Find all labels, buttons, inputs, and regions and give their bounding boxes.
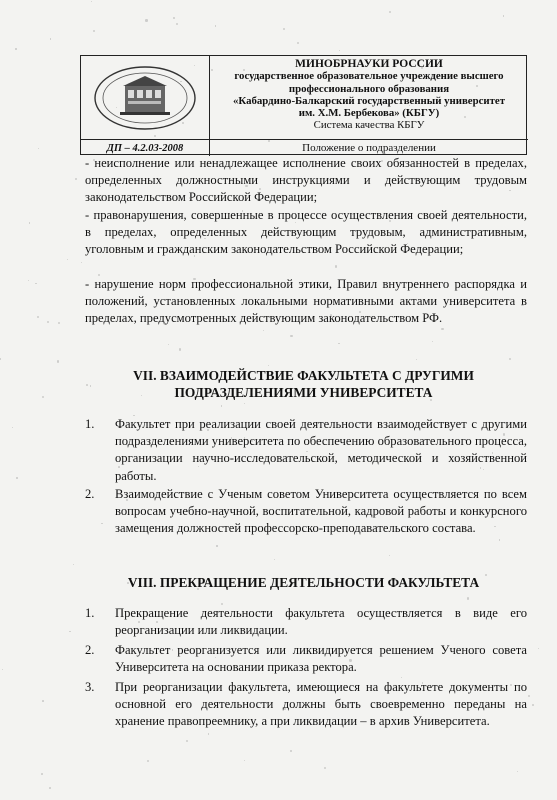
continuation-paragraph: - правонарушения, совершенные в процессе осуществления своей деятельности, в пределах, определенных действующим трудовым, административным, уголовным и гражданским законодательством Российской Федерации; [85, 208, 527, 257]
scan-speck [216, 545, 217, 546]
institution-line: им. Х.М. Бербекова» (КБГУ) [298, 107, 440, 120]
scan-speck [370, 126, 371, 127]
ministry-name: МИНОБРНАУКИ РОССИИ [295, 58, 443, 70]
item-text: При реорганизации факультета, имеющиеся на факультете документы по основной его деятельности должны быть своевременно переданы на хранение правопреемнику, а при ликвидации – в архив Университета. [115, 680, 527, 729]
document-title: Положение о подразделении [302, 142, 436, 154]
scan-speck [244, 760, 245, 761]
scan-speck [91, 1, 92, 2]
scan-speck [521, 304, 523, 306]
continuation-paragraph: - неисполнение или ненадлежащее исполнение своих обязанностей в пределах, определенных должностными инструкциями и действующим трудовым законодательством Российской Федерации; [85, 156, 527, 205]
scan-speck [349, 659, 351, 661]
item-number: 1. [85, 606, 95, 620]
scan-speck [215, 25, 216, 26]
scan-speck [208, 733, 209, 734]
scan-speck [532, 704, 534, 706]
scan-speck [231, 437, 232, 438]
scan-speck [538, 648, 540, 650]
scan-speck [168, 344, 169, 345]
scan-speck [268, 365, 269, 366]
scan-speck [503, 433, 505, 435]
document-code: ДП – 4.2.03-2008 [81, 140, 210, 156]
list-item [85, 605, 527, 641]
scan-speck [221, 405, 222, 406]
scan-speck [290, 750, 292, 752]
scan-speck [145, 19, 147, 21]
scan-speck [330, 314, 332, 316]
scan-speck [268, 140, 270, 142]
scan-speck [485, 574, 487, 576]
scan-speck [198, 466, 199, 467]
scan-speck [176, 23, 178, 25]
scan-speck [47, 321, 49, 323]
scan-speck [251, 440, 253, 442]
scan-speck [69, 631, 71, 633]
scan-speck [207, 429, 209, 431]
scan-speck [389, 11, 391, 13]
scan-speck [41, 773, 43, 775]
scan-speck [50, 38, 52, 40]
scan-speck [93, 30, 95, 32]
list-item [85, 642, 527, 678]
scan-speck [28, 280, 29, 281]
scan-speck [432, 341, 433, 342]
item-number: 1. [85, 417, 95, 431]
scan-speck [38, 148, 39, 149]
scan-speck [243, 69, 245, 71]
item-number: 2. [85, 487, 95, 501]
scan-speck [16, 477, 17, 478]
item-number: 3. [85, 680, 95, 694]
scan-speck [147, 760, 149, 762]
scan-speck [284, 708, 286, 710]
scan-speck [341, 79, 342, 80]
scan-speck [186, 740, 188, 742]
scan-speck [352, 213, 354, 215]
scan-speck [116, 107, 117, 108]
scan-speck [138, 621, 140, 623]
institution-block [210, 56, 528, 140]
scan-speck [90, 385, 91, 386]
scan-speck [86, 384, 88, 386]
item-text: Факультет реорганизуется или ликвидируется решением Ученого совета Университета на основании приказа ректора. [115, 643, 527, 675]
institution-line: профессионального образования [288, 82, 450, 95]
item-text: Прекращение деятельности факультета осуществляется в виде его реорганизации или ликвидации. [115, 606, 527, 638]
scan-speck [441, 328, 443, 330]
item-text: Взаимодействие с Ученым советом Университета осуществляется по всем вопросам учебно-научной, воспитательной, кадровой работы и конкурсного замещения должностей профессорско-преподавательского состава. [115, 487, 527, 536]
list-item [85, 679, 527, 733]
scan-speck [179, 348, 181, 350]
scan-speck [156, 621, 158, 623]
scan-speck [499, 539, 501, 541]
scan-speck [517, 771, 518, 772]
scan-speck [0, 358, 1, 359]
scan-speck [476, 85, 478, 87]
scan-speck [173, 17, 175, 19]
scan-speck [29, 222, 31, 224]
scan-speck [324, 767, 326, 769]
scan-speck [263, 330, 264, 331]
scan-speck [308, 92, 310, 94]
university-logo [81, 56, 210, 140]
scan-speck [464, 116, 466, 118]
scan-speck [290, 335, 292, 337]
scan-speck [49, 787, 51, 789]
scan-speck [389, 555, 390, 556]
scan-speck [215, 657, 216, 658]
list-item [85, 486, 527, 556]
document-header [80, 55, 527, 155]
scan-speck [359, 311, 361, 313]
scan-speck [182, 122, 184, 124]
scan-speck [75, 178, 77, 180]
scan-speck [297, 42, 299, 44]
scan-speck [57, 360, 59, 362]
section-title-line: ПОДРАЗДЕЛЕНИЯМИ УНИВЕРСИТЕТА [174, 385, 433, 400]
section-title-line: VII. ВЗАИМОДЕЙСТВИЕ ФАКУЛЬТЕТА С ДРУГИМИ [133, 368, 474, 383]
scan-speck [503, 15, 505, 17]
scan-speck [335, 265, 337, 267]
scan-speck [163, 628, 164, 629]
scan-speck [467, 597, 469, 599]
item-number: 2. [85, 643, 95, 657]
scan-speck [244, 403, 245, 404]
scan-speck [35, 283, 37, 285]
scan-speck [338, 343, 339, 344]
scan-speck [42, 396, 44, 398]
scan-speck [197, 588, 199, 590]
scan-speck [528, 695, 530, 697]
institution-line: государственное образовательное учреждение высшего [234, 70, 504, 83]
scan-speck [73, 564, 75, 566]
quality-system: Система качества КБГУ [313, 119, 425, 132]
continuation-paragraph: - нарушение норм профессиональной этики, Правил внутреннего распорядка и положений, установленных локальными нормативными актами университета в пределах, предусмотренных действующим законодательством РФ. [85, 277, 527, 326]
scan-speck [67, 259, 68, 260]
scan-speck [274, 559, 276, 561]
scan-speck [401, 677, 402, 678]
scan-speck [509, 358, 511, 360]
scan-speck [42, 700, 44, 702]
section-title: VIII. ПРЕКРАЩЕНИЕ ДЕЯТЕЛЬНОСТИ ФАКУЛЬТЕТА [127, 575, 480, 590]
scan-speck [375, 514, 377, 516]
scan-speck [421, 66, 423, 68]
scan-speck [12, 427, 13, 428]
scan-speck [339, 50, 340, 51]
scan-speck [416, 359, 417, 360]
scan-speck [15, 48, 16, 49]
section-title [80, 367, 527, 401]
scan-speck [283, 28, 285, 30]
scan-speck [422, 682, 423, 683]
scan-speck [58, 322, 60, 324]
institution-line: «Кабардино-Балкарский государственный университет [233, 94, 505, 107]
scan-speck [81, 262, 82, 263]
scan-speck [2, 669, 3, 670]
scan-speck [37, 316, 39, 318]
scan-speck [362, 123, 364, 125]
scan-speck [509, 190, 510, 191]
item-text: Факультет при реализации своей деятельности взаимодействует с другими подразделениями университета по обеспечению образовательного процесса, организации научно-исследовательской, методической и хозяйственной работы. [115, 417, 527, 483]
scan-speck [127, 582, 129, 584]
scan-speck [93, 159, 95, 161]
